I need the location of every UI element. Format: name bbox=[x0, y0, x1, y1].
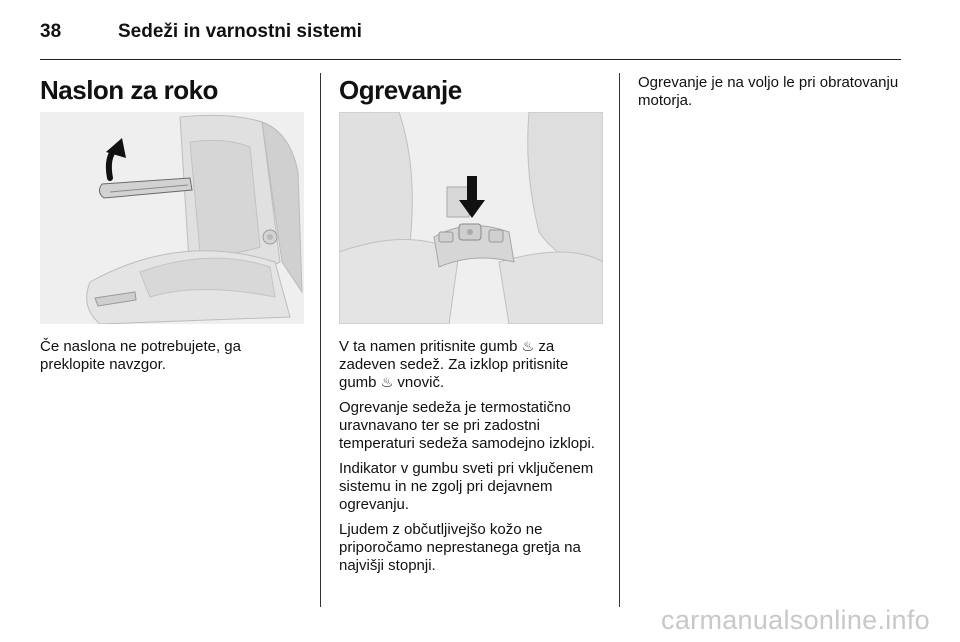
header-divider bbox=[40, 59, 901, 60]
page-number: 38 bbox=[40, 21, 62, 42]
armrest-heading: Naslon za roko bbox=[40, 75, 218, 105]
seat-heating-icon: ♨ bbox=[380, 375, 394, 391]
heating-illustration bbox=[339, 112, 603, 324]
heating-column bbox=[339, 74, 603, 582]
engine-note-paragraph: Ogrevanje je na voljo le pri obratovanju motorja. bbox=[638, 74, 899, 109]
page-header bbox=[40, 16, 362, 48]
heating-heading: Ogrevanje bbox=[339, 75, 462, 105]
armrest-paragraph: Če naslona ne potrebujete, ga preklopite navzgor. bbox=[40, 338, 241, 373]
armrest-illustration bbox=[40, 112, 304, 324]
heating-paragraph-1: V ta namen pritisnite gumb ♨ za zadeven sedež. Za izklop pritisnite gumb ♨ vnovič. bbox=[339, 338, 569, 391]
column-divider-1 bbox=[320, 73, 321, 607]
heating-paragraph-2: Ogrevanje sedeža je termostatično uravnavano ter se pri zadostni temperaturi sedeža samodejno izklopi. bbox=[339, 399, 595, 452]
chapter-title: Sedeži in varnostni sistemi bbox=[118, 21, 362, 42]
column-divider-2 bbox=[619, 73, 620, 607]
site-watermark: carmanualsonline.info bbox=[661, 605, 930, 635]
heating-note-column bbox=[638, 74, 902, 117]
heating-paragraph-4: Ljudem z občutljivejšo kožo ne priporočamo neprestanega gretja na najvišji stopnji. bbox=[339, 521, 581, 574]
heating-paragraph-3: Indikator v gumbu sveti pri vključenem sistemu in ne zgolj pri dejavnem ogrevanju. bbox=[339, 460, 594, 513]
seat-heating-icon: ♨ bbox=[521, 339, 535, 355]
armrest-column bbox=[40, 74, 304, 381]
